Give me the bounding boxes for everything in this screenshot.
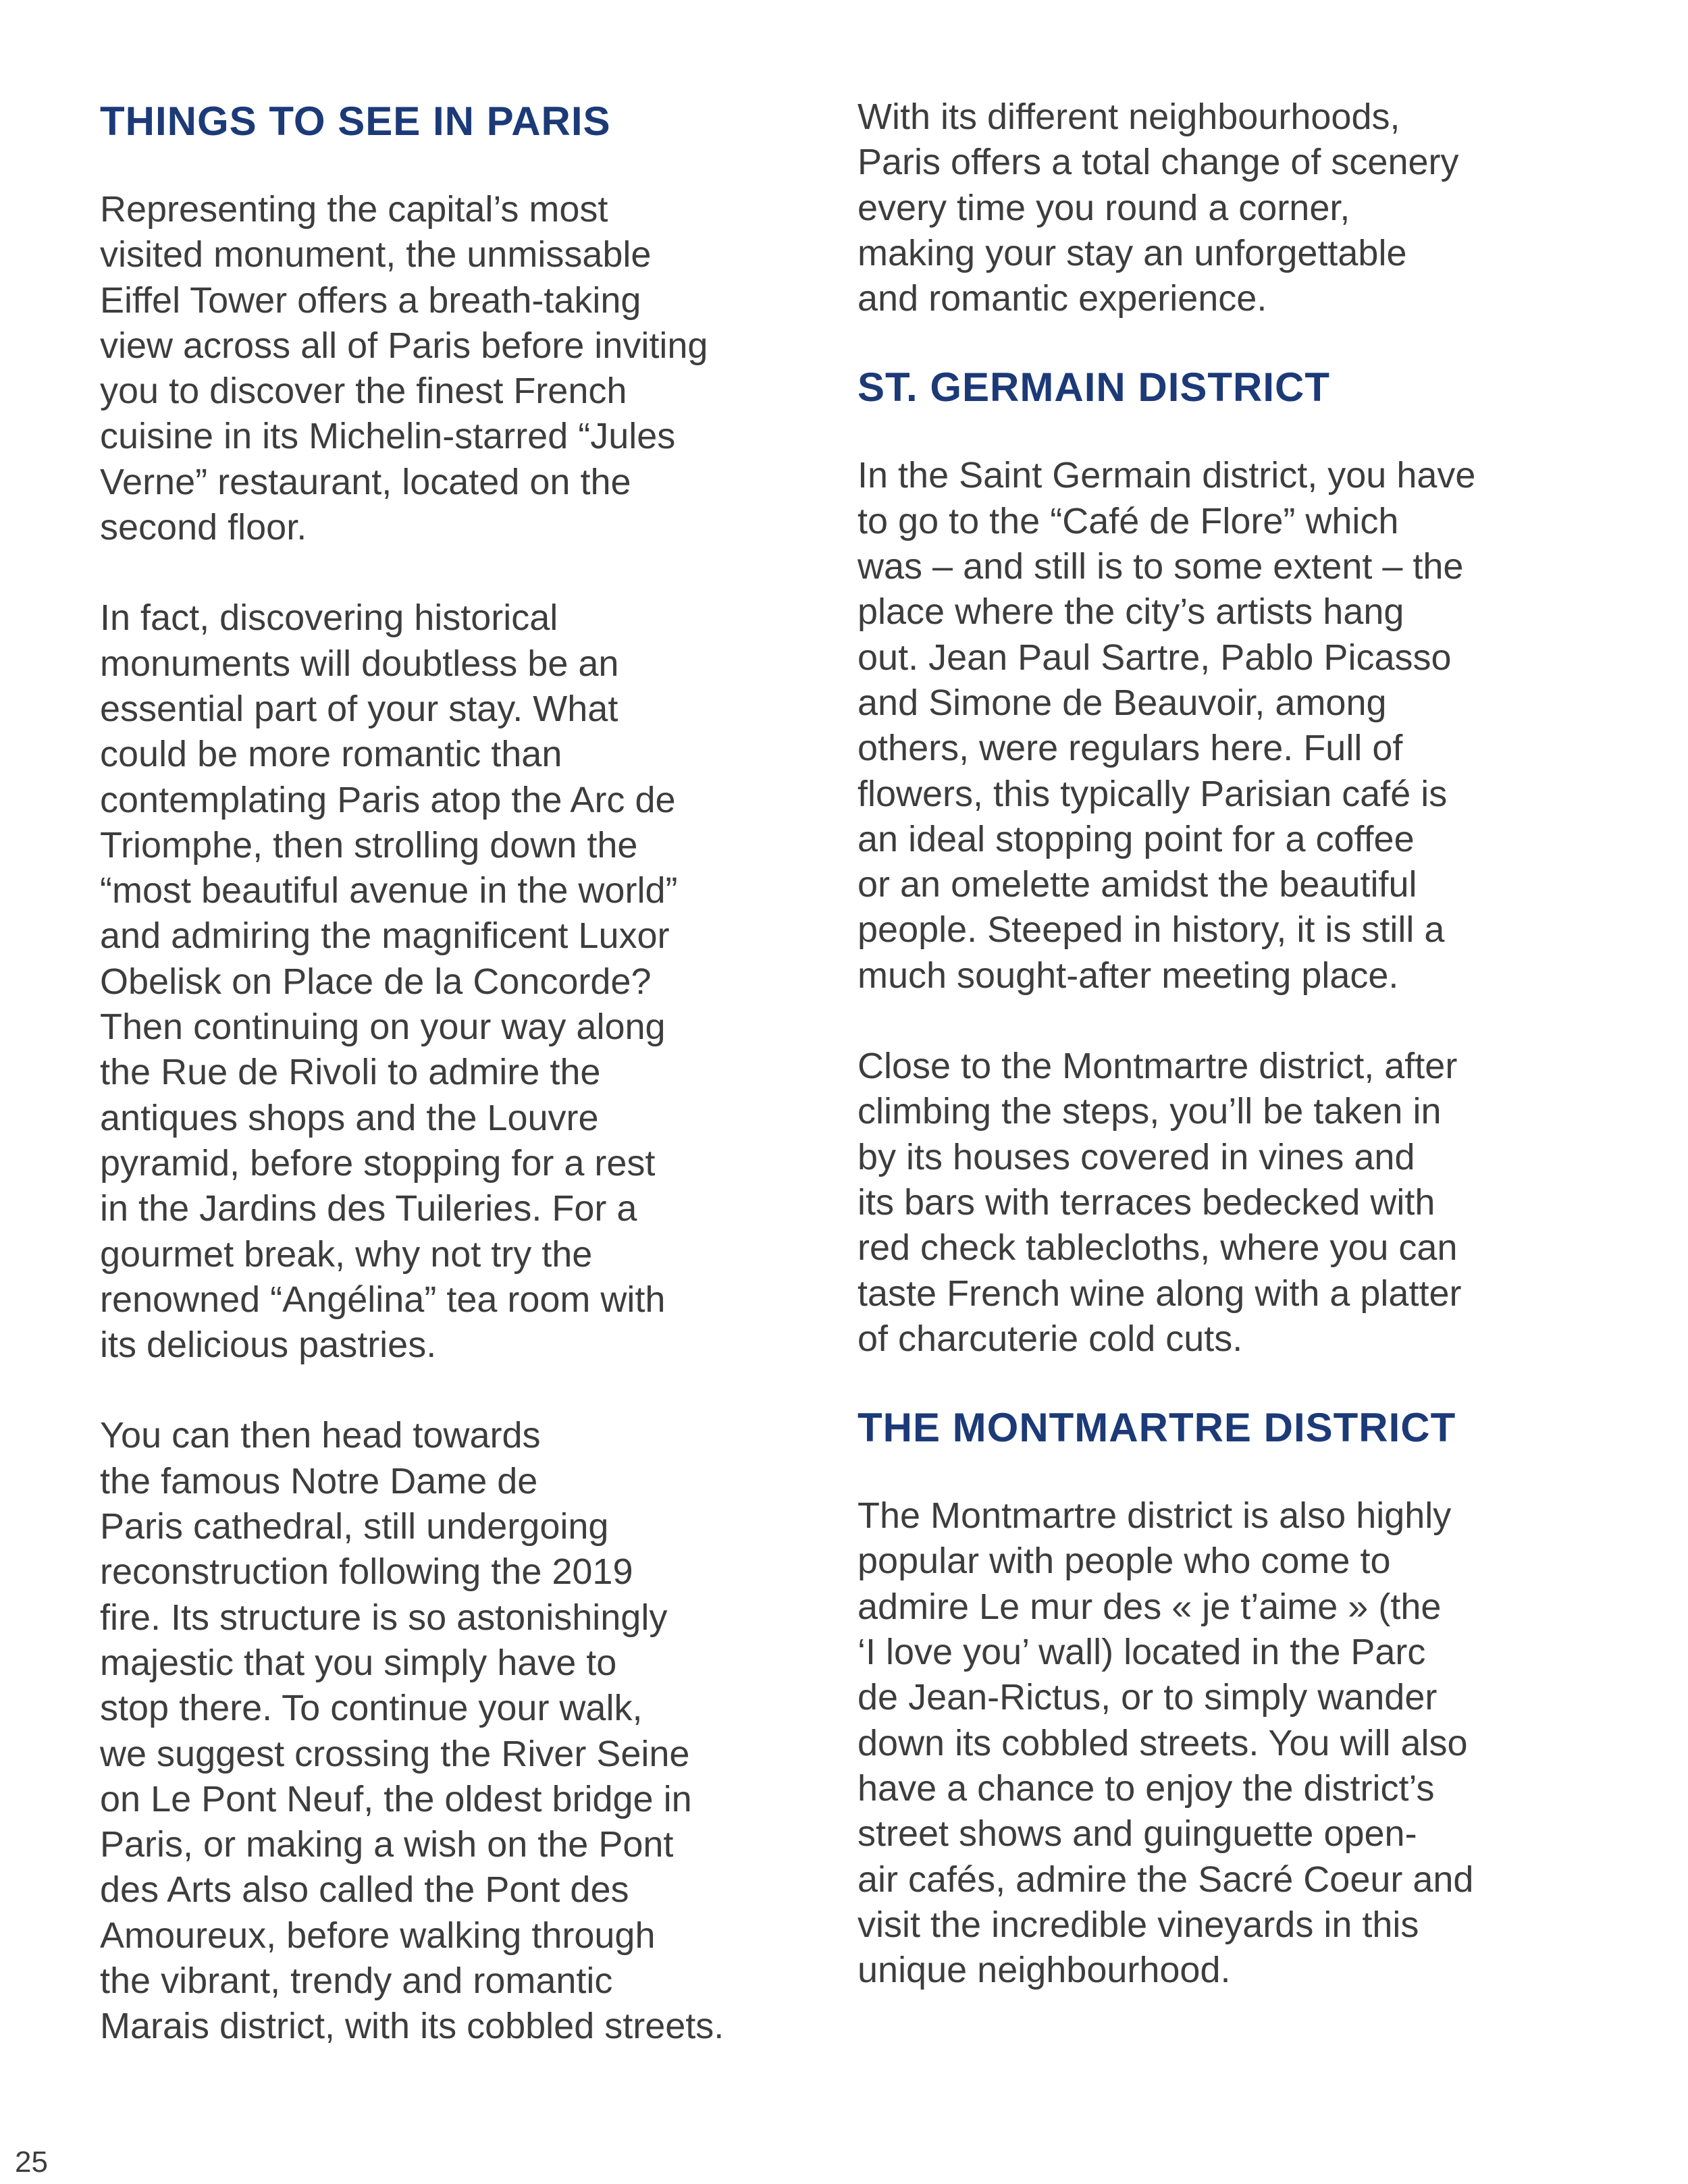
- paragraph-eiffel-tower: [100, 187, 829, 550]
- text-line: admire Le mur des « je t’aime » (the: [858, 1586, 1442, 1627]
- text-line: visit the incredible vineyards in this: [858, 1904, 1419, 1945]
- text-line: renowned “Angélina” tea room with: [100, 1279, 666, 1320]
- paragraph-historical-monuments: [100, 595, 829, 1368]
- text-line: popular with people who come to: [858, 1541, 1391, 1582]
- text-line: Close to the Montmartre district, after: [858, 1046, 1458, 1087]
- text-line: others, were regulars here. Full of: [858, 728, 1403, 769]
- text-line: Marais district, with its cobbled streets.: [100, 2006, 724, 2047]
- text-line: gourmet break, why not try the: [100, 1233, 593, 1275]
- text-line: second floor.: [100, 507, 307, 548]
- text-line: and admiring the magnificent Luxor: [100, 915, 670, 957]
- text-line: was – and still is to some extent – the: [858, 546, 1464, 587]
- text-line: de Jean-Rictus, or to simply wander: [858, 1677, 1438, 1718]
- text-line: view across all of Paris before inviting: [100, 325, 708, 366]
- page-number: 25: [15, 2146, 48, 2179]
- text-line: much sought-after meeting place.: [858, 955, 1399, 996]
- text-line: down its cobbled streets. You will also: [858, 1722, 1468, 1763]
- paragraph-montmartre-steps: [858, 1044, 1587, 1362]
- paragraph-st-germain: [858, 453, 1587, 998]
- text-line: you to discover the finest French: [100, 371, 627, 412]
- text-line: The Montmartre district is also highly: [858, 1495, 1452, 1537]
- text-line: we suggest crossing the River Seine: [100, 1733, 690, 1774]
- text-line: In fact, discovering historical: [100, 597, 558, 639]
- text-line: street shows and guinguette open-: [858, 1813, 1417, 1855]
- text-line: Then continuing on your way along: [100, 1007, 666, 1048]
- text-line: Representing the capital’s most: [100, 189, 608, 230]
- text-line: majestic that you simply have to: [100, 1642, 617, 1683]
- paragraph-notre-dame: [100, 1413, 829, 2049]
- text-line: people. Steeped in history, it is still a: [858, 909, 1445, 951]
- text-line: red check tablecloths, where you can: [858, 1227, 1458, 1269]
- text-line: Paris offers a total change of scenery: [858, 142, 1459, 183]
- text-line: to go to the “Café de Flore” which: [858, 500, 1399, 541]
- text-line: With its different neighbourhoods,: [858, 97, 1400, 137]
- text-line: antiques shops and the Louvre: [100, 1097, 599, 1138]
- text-line: air cafés, admire the Sacré Coeur and: [858, 1859, 1474, 1900]
- text-line: making your stay an unforgettable: [858, 232, 1407, 273]
- left-column: [100, 95, 829, 2050]
- text-line: contemplating Paris atop the Arc de: [100, 779, 676, 820]
- text-line: pyramid, before stopping for a rest: [100, 1142, 656, 1183]
- text-line: Obelisk on Place de la Concorde?: [100, 961, 652, 1002]
- text-line: “most beautiful avenue in the world”: [100, 870, 678, 911]
- text-line: the Rue de Rivoli to admire the: [100, 1052, 601, 1093]
- text-line: In the Saint Germain district, you have: [858, 455, 1476, 496]
- heading-st-germain: ST. GERMAIN DISTRICT: [858, 365, 1331, 410]
- heading-things-to-see: THINGS TO SEE IN PARIS: [100, 99, 611, 144]
- text-line: place where the city’s artists hang: [858, 591, 1404, 633]
- text-line: out. Jean Paul Sartre, Pablo Picasso: [858, 637, 1452, 678]
- text-line: taste French wine along with a platter: [858, 1273, 1462, 1314]
- paragraph-montmartre: [858, 1493, 1587, 1993]
- text-line: its delicious pastries.: [100, 1325, 437, 1366]
- text-line: every time you round a corner,: [858, 187, 1350, 228]
- text-line: ‘I love you’ wall) located in the Parc: [858, 1632, 1426, 1673]
- text-line: stop there. To continue your walk,: [100, 1688, 643, 1729]
- text-line: the vibrant, trendy and romantic: [100, 1960, 613, 2001]
- text-line: an ideal stopping point for a coffee: [858, 818, 1415, 859]
- text-line: reconstruction following the 2019: [100, 1551, 633, 1593]
- text-line: climbing the steps, you’ll be taken in: [858, 1091, 1442, 1132]
- text-line: of charcuterie cold cuts.: [858, 1318, 1243, 1359]
- text-line: Paris cathedral, still undergoing: [100, 1506, 609, 1547]
- text-line: cuisine in its Michelin-starred “Jules: [100, 416, 676, 457]
- text-line: unique neighbourhood.: [858, 1950, 1231, 1991]
- text-line: Paris, or making a wish on the Pont: [100, 1824, 674, 1865]
- right-column: [858, 95, 1587, 1993]
- text-line: des Arts also called the Pont des: [100, 1869, 629, 1911]
- text-line: monuments will doubtless be an: [100, 643, 619, 684]
- paragraph-intro: [858, 95, 1587, 321]
- text-line: Verne” restaurant, located on the: [100, 461, 631, 502]
- text-line: in the Jardins des Tuileries. For a: [100, 1188, 637, 1229]
- text-line: visited monument, the unmissable: [100, 234, 652, 275]
- text-line: flowers, this typically Parisian café is: [858, 773, 1448, 814]
- text-line: Amoureux, before walking through: [100, 1915, 656, 1956]
- text-line: its bars with terraces bedecked with: [858, 1181, 1435, 1223]
- text-line: Triomphe, then strolling down the: [100, 824, 638, 865]
- text-line: could be more romantic than: [100, 734, 562, 775]
- heading-montmartre: THE MONTMARTRE DISTRICT: [858, 1405, 1456, 1451]
- text-line: and romantic experience.: [858, 278, 1267, 319]
- text-line: fire. Its structure is so astonishingly: [100, 1597, 668, 1638]
- text-line: Eiffel Tower offers a breath-taking: [100, 279, 641, 321]
- text-line: and Simone de Beauvoir, among: [858, 682, 1387, 723]
- text-line: by its houses covered in vines and: [858, 1136, 1415, 1177]
- text-line: on Le Pont Neuf, the oldest bridge in: [100, 1778, 692, 1819]
- text-line: essential part of your stay. What: [100, 688, 618, 729]
- text-line: You can then head towards: [100, 1415, 541, 1456]
- text-line: have a chance to enjoy the district’s: [858, 1767, 1435, 1809]
- text-line: or an omelette amidst the beautiful: [858, 864, 1417, 905]
- text-line: the famous Notre Dame de: [100, 1460, 538, 1501]
